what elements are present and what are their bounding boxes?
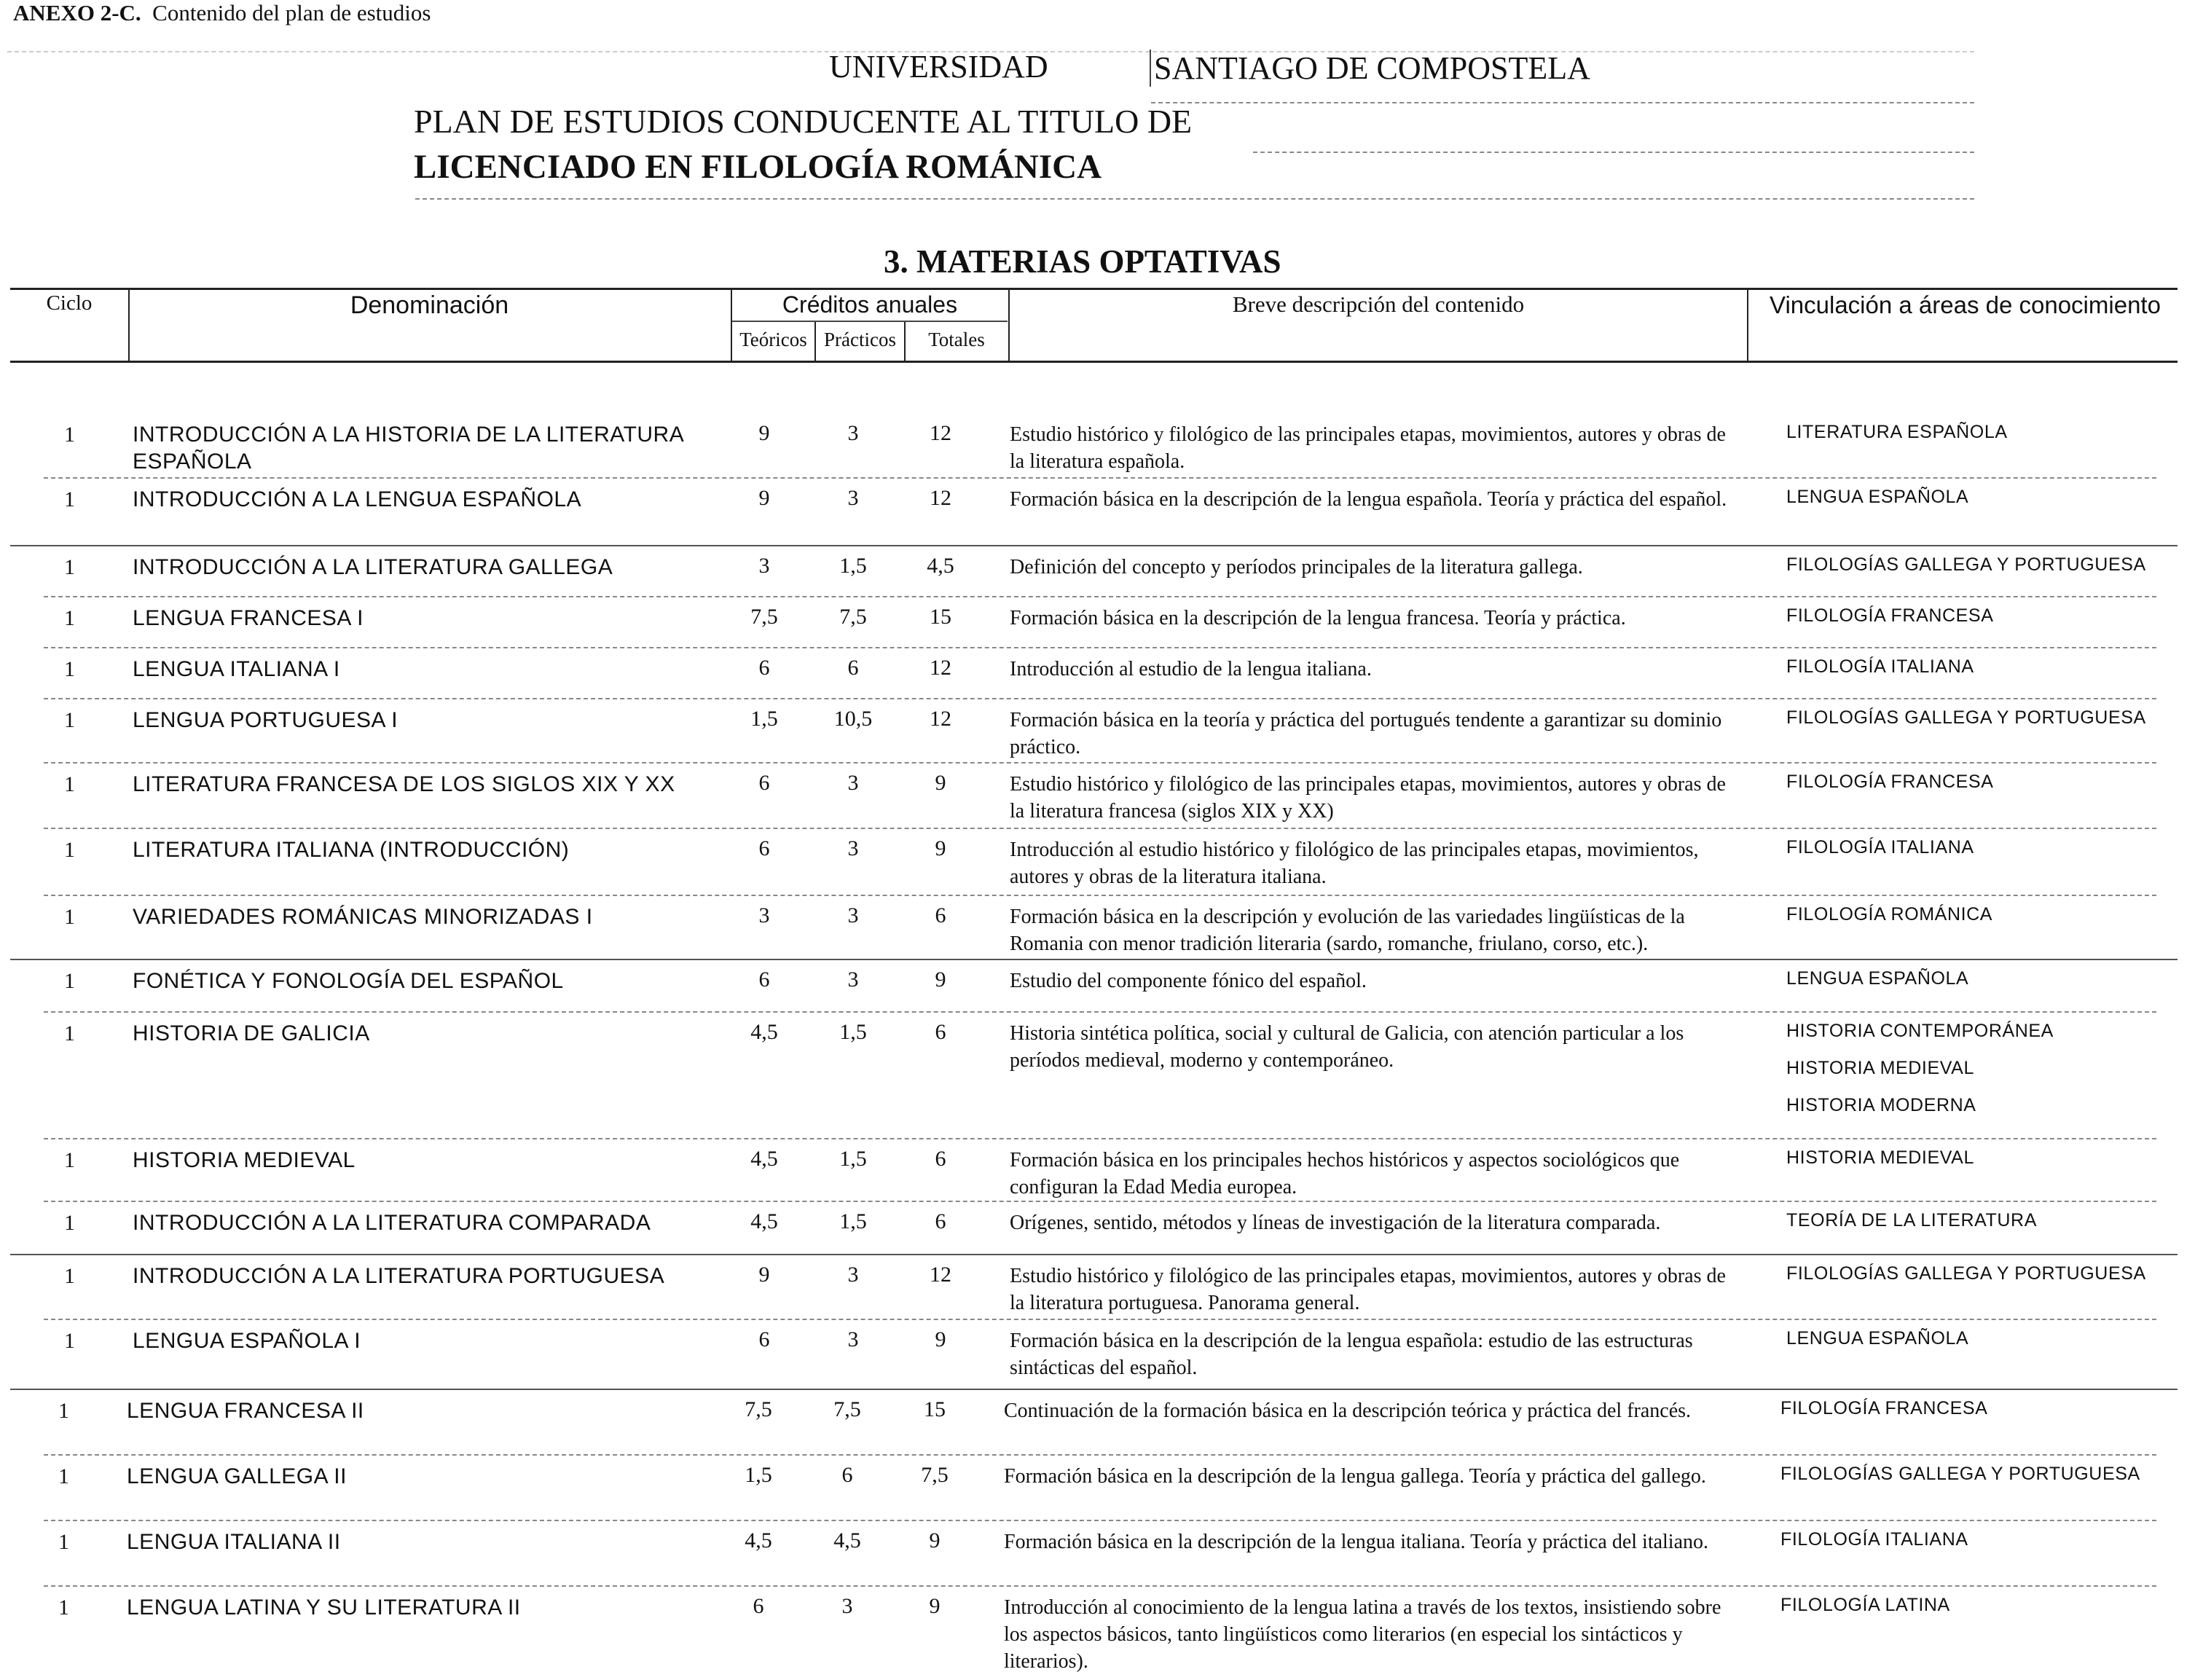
- row-practicos: 10,5: [833, 707, 873, 731]
- row-descripcion: Estudio histórico y filológico de las principales etapas, movimientos, autores y obras de la literatura portuguesa. Panorama general.: [1010, 1265, 1726, 1314]
- row-practicos: 3: [847, 486, 859, 510]
- row-area: FILOLOGÍAS GALLEGA Y PORTUGUESA: [1786, 554, 2146, 575]
- row-area: TEORÍA DE LA LITERATURA: [1786, 1210, 2037, 1230]
- row-practicos: 4,5: [833, 1528, 861, 1553]
- row-denominacion: HISTORIA DE GALICIA: [133, 1021, 370, 1045]
- row-teoricos: 7,5: [750, 605, 778, 629]
- header-denominacion: Denominación: [350, 291, 509, 319]
- row-totales: 12: [930, 656, 951, 680]
- row-practicos: 7,5: [839, 605, 867, 629]
- row-descripcion: Formación básica en los principales hechos históricos y aspectos sociológicos que configuran la Edad Media europea.: [1010, 1149, 1680, 1198]
- row-descripcion: Formación básica en la descripción de la lengua española: estudio de las estructuras sintácticas del español.: [1010, 1330, 1693, 1379]
- row-ciclo: 1: [64, 487, 75, 511]
- row-ciclo: 1: [64, 423, 75, 447]
- row-practicos: 3: [847, 903, 859, 927]
- row-descripcion: Orígenes, sentido, métodos y líneas de investigación de la literatura comparada.: [1010, 1212, 1661, 1234]
- row-denominacion: LENGUA ITALIANA II: [127, 1530, 341, 1554]
- row-denominacion: INTRODUCCIÓN A LA LITERATURA PORTUGUESA: [133, 1264, 665, 1288]
- row-totales: 6: [935, 1209, 946, 1233]
- row-area: HISTORIA MODERNA: [1786, 1095, 1976, 1115]
- row-descripcion: Estudio histórico y filológico de las principales etapas, movimientos, autores y obras de la literatura española.: [1010, 423, 1726, 473]
- row-descripcion: Formación básica en la descripción y evolución de las variedades lingüísticas de la Romania con menor tradición literaria (sardo, romanche, friulano, corso, etc.).: [1010, 906, 1685, 955]
- row-practicos: 3: [847, 771, 859, 795]
- row-teoricos: 6: [758, 771, 770, 795]
- row-totales: 12: [930, 486, 951, 510]
- plan-title: PLAN DE ESTUDIOS CONDUCENTE AL TITULO DE: [414, 103, 1193, 140]
- row-teoricos: 9: [758, 486, 770, 510]
- row-totales: 9: [935, 771, 946, 795]
- row-teoricos: 7,5: [745, 1397, 772, 1421]
- row-denominacion: VARIEDADES ROMÁNICAS MINORIZADAS I: [133, 905, 593, 929]
- row-area: FILOLOGÍA FRANCESA: [1786, 772, 1994, 792]
- row-totales: 12: [930, 421, 951, 445]
- row-denominacion: INTRODUCCIÓN A LA LITERATURA GALLEGA: [133, 555, 613, 579]
- row-totales: 9: [935, 967, 946, 992]
- row-area: LENGUA ESPAÑOLA: [1786, 968, 1969, 989]
- degree-title: LICENCIADO EN FILOLOGÍA ROMÁNICA: [414, 148, 1102, 186]
- row-teoricos: 4,5: [750, 1209, 778, 1233]
- row-area: LENGUA ESPAÑOLA: [1786, 487, 1969, 507]
- row-area: FILOLOGÍAS GALLEGA Y PORTUGUESA: [1786, 707, 2146, 728]
- row-area: FILOLOGÍA LATINA: [1780, 1595, 1950, 1615]
- row-descripcion: Introducción al estudio histórico y filológico de las principales etapas, movimientos, autores y obras de la literatura italiana.: [1010, 839, 1699, 888]
- row-practicos: 1,5: [839, 1020, 867, 1044]
- row-area: HISTORIA MEDIEVAL: [1786, 1147, 1974, 1168]
- row-teoricos: 6: [758, 836, 770, 860]
- header-ciclo: Ciclo: [46, 291, 93, 315]
- row-teoricos: 1,5: [750, 707, 778, 731]
- header-creditos: Créditos anuales: [782, 291, 958, 318]
- row-totales: 15: [924, 1397, 946, 1421]
- row-descripcion: Definición del concepto y períodos principales de la literatura gallega.: [1010, 556, 1583, 578]
- row-denominacion: INTRODUCCIÓN A LA LITERATURA COMPARADA: [133, 1211, 651, 1235]
- row-totales: 15: [930, 605, 951, 629]
- row-teoricos: 9: [758, 421, 770, 445]
- row-practicos: 3: [847, 836, 859, 860]
- row-descripcion: Formación básica en la descripción de la lengua gallega. Teoría y práctica del gallego.: [1004, 1465, 1706, 1488]
- row-practicos: 3: [841, 1594, 853, 1618]
- row-area: FILOLOGÍA FRANCESA: [1786, 605, 1994, 626]
- row-ciclo: 1: [58, 1595, 69, 1620]
- row-teoricos: 6: [758, 656, 770, 680]
- row-ciclo: 1: [58, 1399, 69, 1423]
- row-area: FILOLOGÍA ITALIANA: [1780, 1529, 1968, 1550]
- row-ciclo: 1: [64, 969, 75, 993]
- degree-underline: [415, 198, 1974, 200]
- row-ciclo: 1: [64, 708, 75, 732]
- header-bottom-rule: [10, 361, 2178, 363]
- row-area: LENGUA ESPAÑOLA: [1786, 1328, 1969, 1349]
- header-areas: Vinculación a áreas de conocimiento: [1770, 291, 2161, 318]
- row-ciclo: 1: [64, 1211, 75, 1235]
- row-totales: 12: [930, 707, 951, 731]
- annex-heading: [13, 0, 431, 26]
- row-ciclo: 1: [64, 1264, 75, 1288]
- plan-underline: [1253, 152, 1974, 153]
- row-teoricos: 4,5: [745, 1528, 772, 1553]
- row-descripcion: Formación básica en la descripción de la lengua española. Teoría y práctica del español.: [1010, 488, 1727, 511]
- row-totales: 4,5: [927, 554, 954, 578]
- row-totales: 6: [935, 1020, 946, 1044]
- row-teoricos: 3: [758, 903, 770, 927]
- row-descripcion: Estudio histórico y filológico de las principales etapas, movimientos, autores y obras de la literatura francesa (siglos XIX y XX): [1010, 773, 1726, 823]
- row-ciclo: 1: [64, 838, 75, 862]
- row-totales: 6: [935, 1147, 946, 1171]
- row-area: FILOLOGÍAS GALLEGA Y PORTUGUESA: [1786, 1263, 2146, 1284]
- row-teoricos: 9: [758, 1263, 770, 1287]
- row-denominacion: LENGUA FRANCESA I: [133, 606, 364, 630]
- row-denominacion: LENGUA PORTUGUESA I: [133, 708, 398, 732]
- header-teoricos: Teóricos: [739, 329, 807, 350]
- row-teoricos: 1,5: [745, 1463, 772, 1487]
- row-descripcion: Introducción al estudio de la lengua italiana.: [1010, 658, 1372, 680]
- row-totales: 9: [935, 836, 946, 860]
- row-ciclo: 1: [64, 772, 75, 796]
- row-ciclo: 1: [64, 1148, 75, 1172]
- row-teoricos: 6: [753, 1594, 764, 1618]
- annex-text: Contenido del plan de estudios: [152, 0, 431, 25]
- row-descripcion: Continuación de la formación básica en la descripción teórica y práctica del francés.: [1004, 1400, 1692, 1422]
- row-practicos: 3: [847, 1263, 859, 1287]
- row-practicos: 3: [847, 1327, 859, 1351]
- row-ciclo: 1: [64, 1021, 75, 1045]
- row-descripcion: Formación básica en la descripción de la lengua francesa. Teoría y práctica.: [1010, 607, 1626, 629]
- row-area: HISTORIA CONTEMPORÁNEA: [1786, 1021, 2054, 1041]
- row-teoricos: 6: [758, 967, 770, 992]
- row-totales: 7,5: [921, 1463, 949, 1487]
- row-descripcion: Formación básica en la descripción de la lengua italiana. Teoría y práctica del italiano.: [1004, 1531, 1709, 1553]
- header-practicos: Prácticos: [824, 329, 896, 350]
- row-practicos: 6: [841, 1463, 853, 1487]
- row-descripcion: Introducción al conocimiento de la lengua latina a través de los textos, insistiendo sobre los aspectos básicos, tanto lingüísticos como literarios (en especial los sintácticos y literarios).: [1004, 1596, 1721, 1673]
- annex-label: ANEXO 2-C.: [13, 0, 141, 25]
- section-title: 3. MATERIAS OPTATIVAS: [884, 243, 1281, 280]
- header-descripcion: Breve descripción del contenido: [1232, 291, 1525, 317]
- row-denominacion: LENGUA ESPAÑOLA I: [133, 1329, 361, 1353]
- row-practicos: 6: [847, 656, 859, 680]
- university-underline: [1151, 102, 1974, 103]
- row-descripcion: Historia sintética política, social y cultural de Galicia, con atención particular a los períodos medieval, moderno y contemporáneo.: [1010, 1022, 1684, 1072]
- row-denominacion: INTRODUCCIÓN A LA HISTORIA DE LA LITERATURA ESPAÑOLA: [133, 423, 683, 474]
- row-totales: 9: [929, 1594, 941, 1618]
- row-teoricos: 3: [758, 554, 770, 578]
- row-practicos: 3: [847, 967, 859, 992]
- row-ciclo: 1: [64, 1329, 75, 1353]
- creditos-subrule: [732, 321, 1008, 322]
- row-area: FILOLOGÍA ROMÁNICA: [1786, 904, 1993, 925]
- row-area: FILOLOGÍA FRANCESA: [1780, 1398, 1988, 1418]
- header-totales: Totales: [928, 329, 985, 350]
- row-totales: 12: [930, 1263, 951, 1287]
- row-descripcion: Formación básica en la teoría y práctica del portugués tendente a garantizar su dominio práctico.: [1010, 709, 1722, 758]
- row-ciclo: 1: [58, 1530, 69, 1554]
- row-denominacion: LENGUA ITALIANA I: [133, 657, 340, 681]
- university-label: UNIVERSIDAD: [829, 49, 1048, 85]
- row-totales: 9: [935, 1327, 946, 1351]
- row-denominacion: LITERATURA ITALIANA (INTRODUCCIÓN): [133, 838, 570, 862]
- row-teoricos: 6: [758, 1327, 770, 1351]
- row-ciclo: 1: [64, 555, 75, 579]
- university-name: SANTIAGO DE COMPOSTELA: [1150, 50, 1590, 87]
- row-totales: 9: [929, 1528, 941, 1553]
- row-denominacion: LENGUA GALLEGA II: [127, 1464, 347, 1488]
- row-ciclo: 1: [64, 905, 75, 929]
- row-ciclo: 1: [58, 1464, 69, 1488]
- row-denominacion: LENGUA FRANCESA II: [127, 1399, 364, 1423]
- row-practicos: 3: [847, 421, 859, 445]
- row-area: FILOLOGÍA ITALIANA: [1786, 837, 1974, 857]
- row-area: LITERATURA ESPAÑOLA: [1786, 422, 2008, 442]
- row-practicos: 1,5: [839, 554, 867, 578]
- row-practicos: 1,5: [839, 1209, 867, 1233]
- row-denominacion: INTRODUCCIÓN A LA LENGUA ESPAÑOLA: [133, 487, 582, 511]
- row-area: FILOLOGÍA ITALIANA: [1786, 656, 1974, 677]
- row-practicos: 1,5: [839, 1147, 867, 1171]
- row-denominacion: HISTORIA MEDIEVAL: [133, 1148, 356, 1172]
- row-practicos: 7,5: [833, 1397, 861, 1421]
- row-teoricos: 4,5: [750, 1020, 778, 1044]
- row-totales: 6: [935, 903, 946, 927]
- row-ciclo: 1: [64, 606, 75, 630]
- row-denominacion: FONÉTICA Y FONOLOGÍA DEL ESPAÑOL: [133, 969, 564, 993]
- row-teoricos: 4,5: [750, 1147, 778, 1171]
- row-denominacion: LENGUA LATINA Y SU LITERATURA II: [127, 1595, 521, 1620]
- row-ciclo: 1: [64, 657, 75, 681]
- row-area: FILOLOGÍAS GALLEGA Y PORTUGUESA: [1780, 1464, 2140, 1484]
- row-descripcion: Estudio del componente fónico del español.: [1010, 970, 1367, 992]
- header-top-rule: [10, 288, 2178, 290]
- row-area: HISTORIA MEDIEVAL: [1786, 1058, 1974, 1078]
- row-denominacion: LITERATURA FRANCESA DE LOS SIGLOS XIX Y XX: [133, 772, 675, 796]
